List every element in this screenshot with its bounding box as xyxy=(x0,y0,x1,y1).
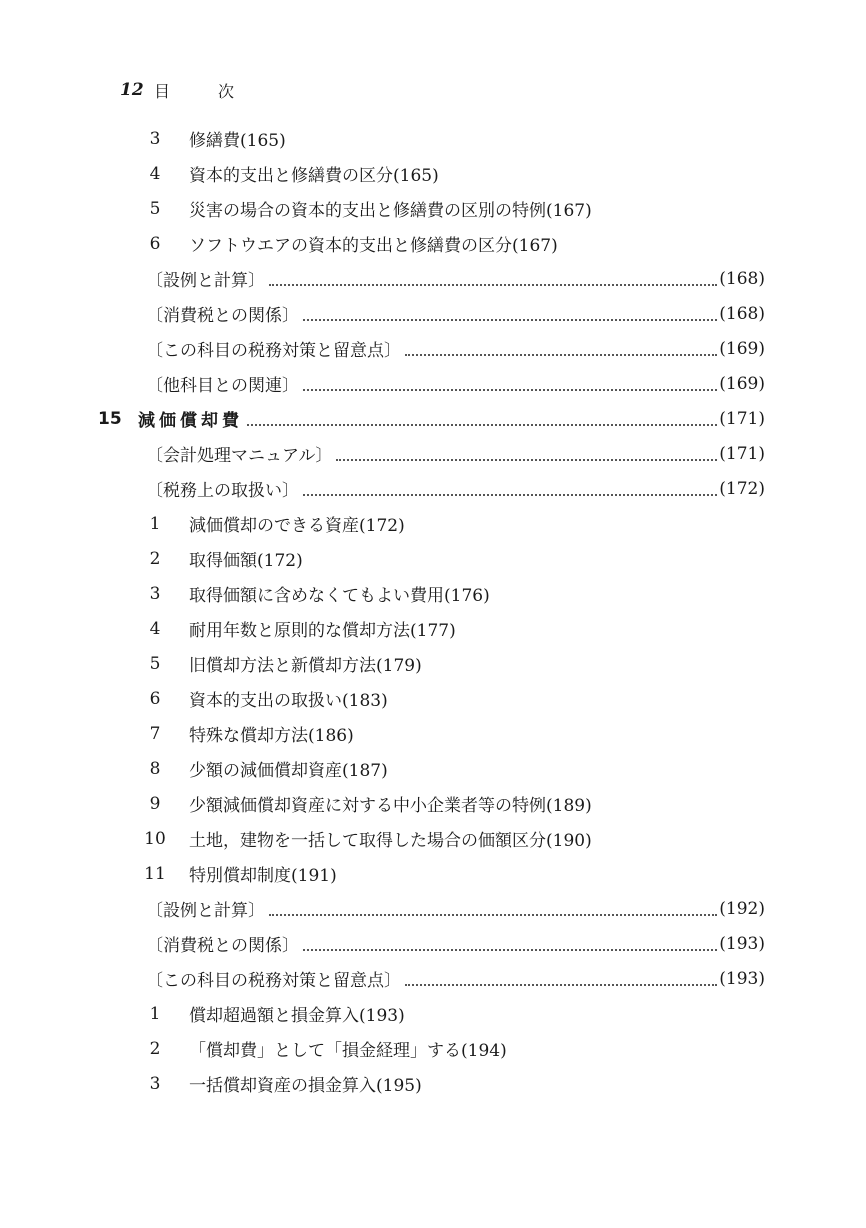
toc-entry-title: 〔この科目の税務対策と留意点〕 xyxy=(146,971,401,991)
toc-entry-title: 〔消費税との関係〕 xyxy=(146,306,299,326)
toc-entry-number: 6 xyxy=(149,233,161,254)
toc-sub-entry xyxy=(0,751,866,786)
toc-entry-number: 10 xyxy=(144,828,166,849)
toc-entry-title: 償却超過額と損金算入(193) xyxy=(189,1006,405,1026)
toc-entry-number: 5 xyxy=(149,198,161,219)
toc-entry-title: 〔会計処理マニュアル〕 xyxy=(146,446,333,466)
toc-entry-number: 2 xyxy=(149,548,161,569)
toc-sub-entry xyxy=(0,786,866,821)
toc-section-entry xyxy=(0,366,866,401)
toc-section-entry xyxy=(0,331,866,366)
toc-entry-title: 少額減価償却資産に対する中小企業者等の特例(189) xyxy=(189,796,592,816)
toc-entry-title: 〔設例と計算〕 xyxy=(146,901,265,921)
toc-entry-title: 資本的支出の取扱い(183) xyxy=(189,691,388,711)
toc-sub-entry xyxy=(0,541,866,576)
toc-entry-title: 〔税務上の取扱い〕 xyxy=(146,481,299,501)
toc-entry-number: 2 xyxy=(149,1038,161,1059)
toc-page-ref: (172) xyxy=(719,478,765,499)
toc-sub-entry xyxy=(0,996,866,1031)
toc-section-entry xyxy=(0,891,866,926)
toc-entry-title: 特別償却制度(191) xyxy=(189,866,337,886)
toc-section-entry xyxy=(0,436,866,471)
toc-page-ref: (169) xyxy=(719,338,765,359)
toc-sub-entry xyxy=(0,856,866,891)
toc-entry-title: 資本的支出と修繕費の区分(165) xyxy=(189,166,439,186)
toc-sub-entry xyxy=(0,576,866,611)
dot-leader xyxy=(269,283,717,286)
dot-leader xyxy=(303,948,717,951)
toc-sub-entry xyxy=(0,191,866,226)
toc-entry-title: 取得価額(172) xyxy=(189,551,303,571)
toc-entry-title: 〔この科目の税務対策と留意点〕 xyxy=(146,341,401,361)
dot-leader xyxy=(405,983,717,986)
toc-entry-title: 特殊な償却方法(186) xyxy=(189,726,354,746)
toc-entry-number: 1 xyxy=(149,513,161,534)
toc-sub-entry xyxy=(0,716,866,751)
running-header xyxy=(120,78,234,102)
toc-sub-entry xyxy=(0,646,866,681)
toc-entry-number: 3 xyxy=(149,1073,161,1094)
toc-entry-number: 4 xyxy=(149,618,161,639)
toc-entry-number: 4 xyxy=(149,163,161,184)
toc-page-ref: (193) xyxy=(719,933,765,954)
dot-leader xyxy=(303,388,717,391)
page-number: 12 xyxy=(120,80,144,100)
toc-entry-title: 耐用年数と原則的な償却方法(177) xyxy=(189,621,456,641)
toc-entry-number: 6 xyxy=(149,688,161,709)
toc-entry-number: 3 xyxy=(149,583,161,604)
toc-entry-number: 15 xyxy=(98,408,122,429)
toc-sub-entry xyxy=(0,506,866,541)
toc-page-ref: (168) xyxy=(719,268,765,289)
toc-entry-title: 少額の減価償却資産(187) xyxy=(189,761,388,781)
dot-leader xyxy=(303,318,717,321)
toc-entry-number: 1 xyxy=(149,1003,161,1024)
dot-leader xyxy=(269,913,717,916)
toc-sub-entry xyxy=(0,1031,866,1066)
toc-page-ref: (192) xyxy=(719,898,765,919)
toc-entry-title: 一括償却資産の損金算入(195) xyxy=(189,1076,422,1096)
toc-entry-number: 7 xyxy=(149,723,161,744)
toc-entry-title: 〔他科目との関連〕 xyxy=(146,376,299,396)
toc-entry-number: 9 xyxy=(149,793,161,814)
toc-entry-title: 減価償却のできる資産(172) xyxy=(189,516,405,536)
dot-leader xyxy=(336,458,717,461)
toc-entry-title: 減価償却費 xyxy=(138,411,243,431)
dot-leader xyxy=(405,353,717,356)
toc-section-entry xyxy=(0,296,866,331)
toc-entry-number: 8 xyxy=(149,758,161,779)
toc-section-entry xyxy=(0,926,866,961)
toc-sub-entry xyxy=(0,156,866,191)
toc-sub-entry xyxy=(0,681,866,716)
toc-entry-title: 旧償却方法と新償却方法(179) xyxy=(189,656,422,676)
header-title-char-1: 目 xyxy=(154,81,171,101)
dot-leader xyxy=(303,493,717,496)
toc-entry-title: 〔消費税との関係〕 xyxy=(146,936,299,956)
toc-page-ref: (193) xyxy=(719,968,765,989)
dot-leader xyxy=(247,423,717,426)
table-of-contents xyxy=(0,121,866,1101)
toc-entry-title: 修繕費(165) xyxy=(189,131,286,151)
toc-entry-title: ソフトウエアの資本的支出と修繕費の区分(167) xyxy=(189,236,558,256)
toc-page-ref: (171) xyxy=(719,443,765,464)
toc-entry-title: 土地，建物を一括して取得した場合の価額区分(190) xyxy=(189,831,592,851)
header-title-char-2: 次 xyxy=(218,81,235,101)
toc-page-ref: (171) xyxy=(719,408,765,429)
toc-entry-title: 災害の場合の資本的支出と修繕費の区別の特例(167) xyxy=(189,201,592,221)
toc-section-entry xyxy=(0,261,866,296)
toc-sub-entry xyxy=(0,821,866,856)
toc-entry-title: 「償却費」として「損金経理」する(194) xyxy=(189,1041,507,1061)
toc-sub-entry xyxy=(0,611,866,646)
toc-section-entry xyxy=(0,961,866,996)
toc-chapter-entry xyxy=(0,401,866,436)
toc-sub-entry xyxy=(0,226,866,261)
toc-entry-title: 取得価額に含めなくてもよい費用(176) xyxy=(189,586,490,606)
toc-page-ref: (169) xyxy=(719,373,765,394)
toc-entry-number: 5 xyxy=(149,653,161,674)
toc-sub-entry xyxy=(0,121,866,156)
toc-entry-title: 〔設例と計算〕 xyxy=(146,271,265,291)
toc-sub-entry xyxy=(0,1066,866,1101)
toc-page-ref: (168) xyxy=(719,303,765,324)
toc-entry-number: 11 xyxy=(144,863,166,884)
toc-entry-number: 3 xyxy=(149,128,161,149)
toc-section-entry xyxy=(0,471,866,506)
